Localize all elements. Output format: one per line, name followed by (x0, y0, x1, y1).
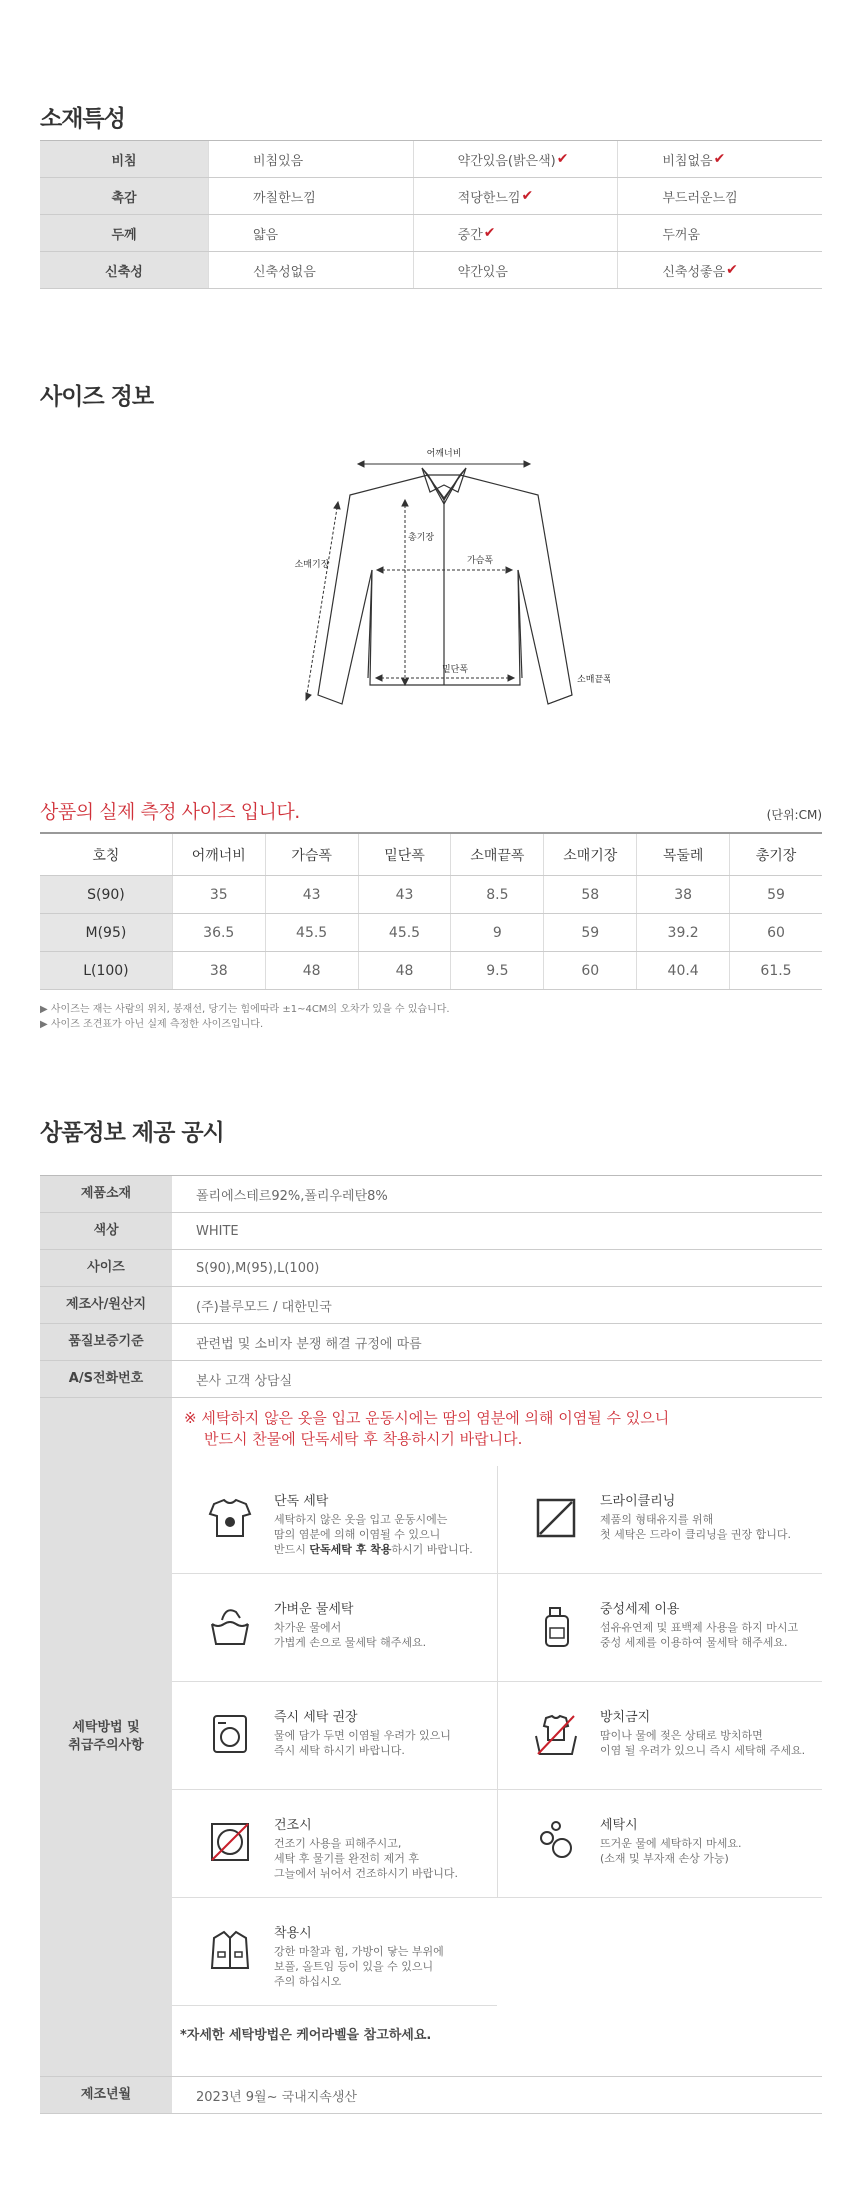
care-desc-line: 뜨거운 물에 세탁하지 마세요. (600, 1837, 742, 1850)
material-cell-text: 신축성없음 (253, 264, 316, 280)
size-label-cell: S(90) (40, 876, 172, 913)
material-table (40, 140, 822, 289)
care-item-desc (600, 1728, 805, 1758)
care-desc-line: 제품의 형태유지를 위해 (600, 1513, 714, 1526)
size-header-cell: 밑단폭 (358, 834, 451, 875)
product-info-label: 사이즈 (40, 1250, 172, 1286)
material-cell-text: 약간있음(밝은색) (457, 153, 556, 169)
care-item-desc (274, 1836, 458, 1881)
check-icon: ✔ (521, 188, 534, 204)
care-item-title: 방치금지 (600, 1710, 651, 1725)
material-cell (617, 252, 822, 288)
diagram-label-total-length: 총기장 (408, 533, 435, 543)
size-header-cell: 어깨너비 (172, 834, 265, 875)
material-row-label: 비침 (40, 141, 208, 177)
care-item-title: 중성세제 이용 (600, 1602, 680, 1617)
material-cell-text: 적당한느낌 (457, 190, 521, 206)
manufacture-row (40, 2077, 822, 2114)
product-info-row (40, 1361, 822, 1398)
size-value-cell: 60 (729, 914, 822, 951)
care-desc-line: 첫 세탁은 드라이 클리닝을 권장 합니다. (600, 1528, 791, 1541)
material-cell (617, 141, 822, 177)
manufacture-label: 제조년월 (40, 2077, 172, 2113)
care-item (172, 1898, 497, 2006)
care-item-title: 건조시 (274, 1818, 312, 1833)
shirt-stain-icon (206, 1494, 254, 1542)
washing-machine-icon (206, 1710, 254, 1758)
product-info-label: A/S전화번호 (40, 1361, 172, 1397)
size-value-cell: 48 (265, 952, 358, 989)
care-item (497, 1574, 822, 1682)
size-header-cell: 가슴폭 (265, 834, 358, 875)
material-cell (208, 252, 413, 288)
care-note: *자세한 세탁방법은 케어라벨을 참고하세요. (180, 2028, 432, 2043)
material-cell (413, 141, 618, 177)
care-content (172, 1398, 822, 2076)
product-info-table (40, 1175, 822, 2114)
care-desc-line: 섬유유연제 및 표백제 사용을 하지 마시고 (600, 1621, 799, 1634)
detergent-icon (532, 1602, 580, 1650)
size-label-cell: L(100) (40, 952, 172, 989)
material-title: 소재특성 (40, 106, 125, 132)
size-value-cell: 43 (358, 876, 451, 913)
material-cell (208, 215, 413, 251)
care-desc-line: 가볍게 손으로 물세탁 해주세요. (274, 1636, 427, 1649)
material-row (40, 252, 822, 289)
care-item-title: 드라이클리닝 (600, 1494, 676, 1509)
size-header-cell: 목둘레 (636, 834, 729, 875)
size-value-cell: 40.4 (636, 952, 729, 989)
care-item (172, 1466, 497, 1574)
diagram-label-hem: 밑단폭 (441, 665, 469, 675)
product-info-label: 색상 (40, 1213, 172, 1249)
product-info-title: 상품정보 제공 공시 (40, 1120, 224, 1146)
size-value-cell: 60 (543, 952, 636, 989)
material-row-label: 촉감 (40, 178, 208, 214)
bubbles-icon (532, 1818, 580, 1866)
product-info-value: 폴리에스테르92%,폴리우레탄8% (196, 1188, 388, 1204)
size-table-row (40, 914, 822, 952)
material-cell-text: 비침있음 (253, 153, 304, 169)
care-item (172, 1682, 497, 1790)
care-desc-line: 차가운 물에서 (274, 1621, 342, 1634)
check-icon: ✔ (713, 151, 726, 167)
material-cell-text: 얇음 (253, 227, 279, 243)
dry-clean-icon (532, 1494, 580, 1542)
size-notes (40, 1002, 822, 1032)
size-diagram (280, 440, 610, 730)
material-cell (208, 178, 413, 214)
size-label-cell: M(95) (40, 914, 172, 951)
care-item-desc (600, 1512, 791, 1542)
product-info-row (40, 1176, 822, 1213)
material-cell-text: 신축성좋음 (662, 264, 726, 280)
size-header-cell: 총기장 (729, 834, 822, 875)
care-desc-line: 즉시 세탁 하시기 바랍니다. (274, 1744, 405, 1757)
measure-heading: 상품의 실제 측정 사이즈 입니다. (40, 801, 300, 823)
check-icon: ✔ (726, 262, 738, 278)
care-desc-line: 물에 담가 두면 이염될 우려가 있으니 (274, 1729, 451, 1742)
care-desc-line: 이염 될 우려가 있으니 즉시 세탁해 주세요. (600, 1744, 806, 1757)
care-desc-line: 세탁 후 물기를 완전히 제거 후 (274, 1852, 419, 1865)
size-value-cell: 36.5 (172, 914, 265, 951)
care-desc-line: 땀이나 물에 젖은 상태로 방치하면 (600, 1729, 763, 1742)
size-value-cell: 59 (543, 914, 636, 951)
care-item (497, 1466, 822, 1574)
care-item-title: 가벼운 물세탁 (274, 1602, 354, 1617)
material-cell (617, 215, 822, 251)
no-soak-icon (532, 1710, 580, 1758)
material-row (40, 215, 822, 252)
no-tumble-dry-icon (206, 1818, 254, 1866)
diagram-label-cuff: 소매끝폭 (577, 675, 610, 685)
material-cell (413, 178, 618, 214)
size-value-cell: 48 (358, 952, 451, 989)
size-header-cell: 소매끝폭 (450, 834, 543, 875)
care-desc-line: 보풀, 올트임 등이 있을 수 있으니 (274, 1960, 434, 1973)
diagram-label-chest: 가슴폭 (466, 556, 494, 566)
care-desc-line: 그늘에서 뉘어서 건조하시기 바랍니다. (274, 1867, 459, 1880)
material-row (40, 178, 822, 215)
size-table (40, 832, 822, 990)
jacket-measurement-illustration (280, 440, 610, 730)
product-info-row (40, 1287, 822, 1324)
product-info-label: 제조사/원산지 (40, 1287, 172, 1323)
material-cell (413, 215, 618, 251)
size-info-title: 사이즈 정보 (40, 384, 154, 410)
care-item-desc (274, 1620, 426, 1650)
care-item (497, 1790, 822, 1898)
size-value-cell: 35 (172, 876, 265, 913)
care-row-label: 세탁방법 및 취급주의사항 (40, 1398, 172, 2076)
size-note: ▶ 사이즈 조견표가 아닌 실제 측정한 사이즈입니다. (40, 1019, 264, 1030)
material-row (40, 141, 822, 178)
size-header-cell: 호칭 (92, 847, 120, 864)
material-row-label: 신축성 (40, 252, 208, 288)
product-info-value: 본사 고객 상담실 (196, 1373, 293, 1389)
size-table-header (40, 834, 822, 876)
product-info-value: S(90),M(95),L(100) (196, 1260, 320, 1276)
size-value-cell: 38 (636, 876, 729, 913)
material-cell-text: 비침없음 (662, 153, 713, 169)
care-item-title: 착용시 (274, 1926, 312, 1941)
product-info-value: 관련법 및 소비자 분쟁 해결 규정에 따름 (196, 1336, 422, 1352)
care-warning: ※ 세탁하지 않은 옷을 입고 운동시에는 땀의 염분에 의해 이염될 수 있으니 반드시 찬물에 단독세탁 후 착용하시기 바랍니다. (184, 1409, 670, 1448)
diagram-label-shoulder: 어깨너비 (426, 449, 462, 459)
care-row (40, 1398, 822, 2077)
product-info-value: WHITE (196, 1223, 239, 1239)
care-desc-line: 강한 마찰과 힘, 가방이 닿는 부위에 (274, 1945, 444, 1958)
care-desc-line: 땀의 염분에 의해 이염될 수 있으니 (274, 1528, 441, 1541)
size-value-cell: 43 (265, 876, 358, 913)
size-value-cell: 61.5 (729, 952, 822, 989)
check-icon: ✔ (483, 225, 496, 241)
size-value-cell: 9 (450, 914, 543, 951)
care-desc-line: 중성 세제를 이용하여 물세탁 해주세요. (600, 1636, 788, 1649)
product-info-row (40, 1213, 822, 1250)
size-table-row (40, 952, 822, 990)
care-item-desc (274, 1728, 451, 1758)
care-item-title: 세탁시 (600, 1818, 638, 1833)
care-desc-line: 반드시 단독세탁 후 착용하시기 바랍니다. (274, 1543, 473, 1556)
material-cell-text: 부드러운느낌 (662, 190, 738, 206)
product-info-label: 제품소재 (40, 1176, 172, 1212)
size-value-cell: 8.5 (450, 876, 543, 913)
size-value-cell: 45.5 (358, 914, 451, 951)
care-item (497, 1682, 822, 1790)
manufacture-value: 2023년 9월~ 국내지속생산 (196, 2089, 357, 2105)
care-item (172, 1790, 497, 1898)
size-value-cell: 45.5 (265, 914, 358, 951)
product-info-label: 품질보증기준 (40, 1324, 172, 1360)
product-info-row (40, 1324, 822, 1361)
material-cell-text: 약간있음 (457, 264, 508, 280)
product-info-row (40, 1250, 822, 1287)
material-cell-text: 두꺼움 (662, 227, 701, 243)
care-item-desc (600, 1836, 742, 1866)
material-cell-text: 중간 (457, 227, 483, 243)
care-item-desc (600, 1620, 798, 1650)
material-cell-text: 까칠한느낌 (253, 190, 316, 206)
care-item-title: 단독 세탁 (274, 1494, 329, 1509)
size-value-cell: 9.5 (450, 952, 543, 989)
care-item-desc (274, 1944, 444, 1989)
size-value-cell: 58 (543, 876, 636, 913)
material-cell (413, 252, 618, 288)
size-header-cell: 소매기장 (543, 834, 636, 875)
size-note: ▶ 사이즈는 재는 사람의 위치, 봉재선, 당기는 힘에따라 ±1~4CM의 오차가 있을 수 있습니다. (40, 1004, 450, 1015)
unit-label: (단위:CM) (766, 808, 822, 822)
care-desc-line: 주의 하십시오 (274, 1975, 342, 1988)
size-table-row (40, 876, 822, 914)
material-cell (208, 141, 413, 177)
size-value-cell: 59 (729, 876, 822, 913)
care-desc-line: (소재 및 부자재 손상 가능) (600, 1852, 729, 1865)
diagram-label-sleeve-length: 소매기장 (294, 560, 330, 570)
care-desc-line: 세탁하지 않은 옷을 입고 운동시에는 (274, 1513, 448, 1526)
jacket-icon (206, 1926, 254, 1974)
care-item-title: 즉시 세탁 권장 (274, 1710, 358, 1725)
care-item (172, 1574, 497, 1682)
size-value-cell: 38 (172, 952, 265, 989)
check-icon: ✔ (556, 151, 569, 167)
size-value-cell: 39.2 (636, 914, 729, 951)
care-desc-line: 건조기 사용을 피해주시고, (274, 1837, 402, 1850)
hand-wash-icon (206, 1602, 254, 1650)
material-row-label: 두께 (40, 215, 208, 251)
care-item-desc (274, 1512, 473, 1557)
product-info-value: (주)블루모드 / 대한민국 (196, 1299, 332, 1315)
material-cell (617, 178, 822, 214)
